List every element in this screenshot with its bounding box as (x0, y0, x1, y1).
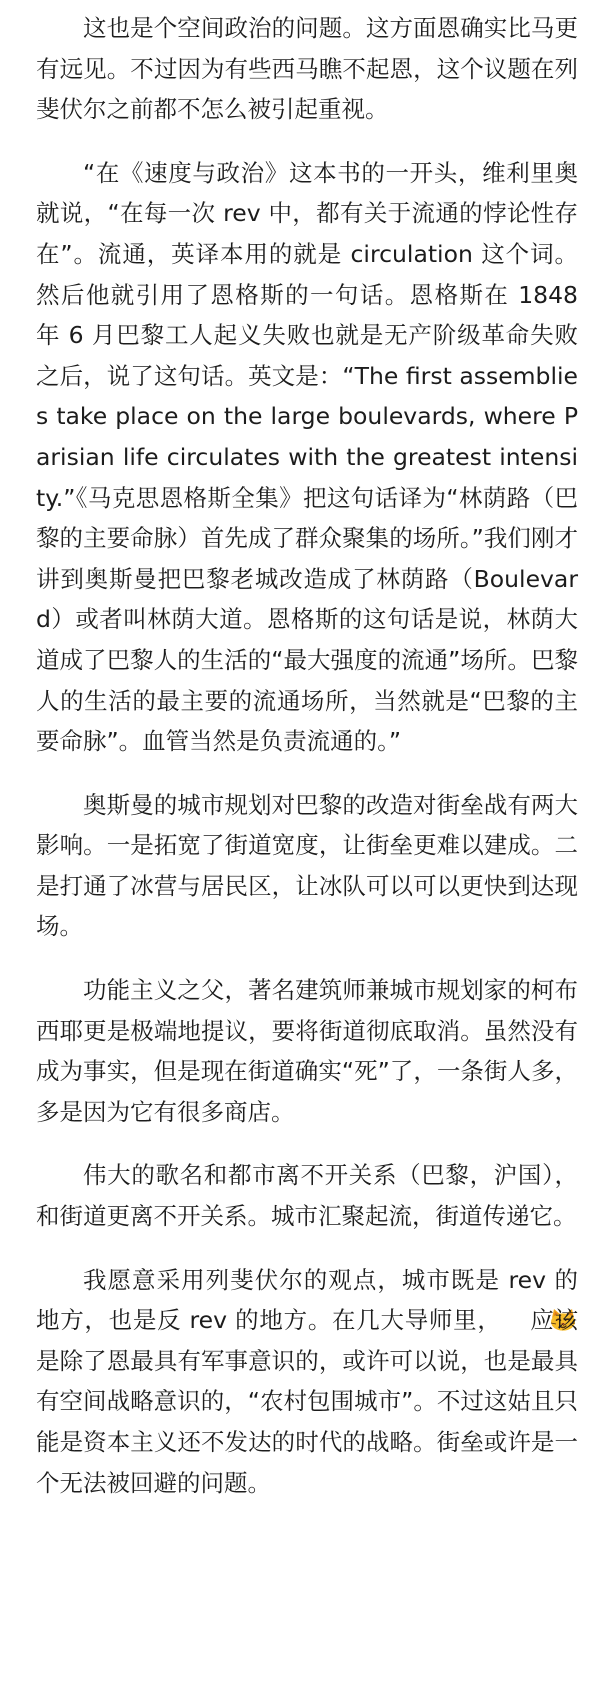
paragraph-4: 功能主义之父，著名建筑师兼城市规划家的柯布西耶更是极端地提议，要将街道彻底取消。虽然没有成为事实，但是现在街道确实“死”了，一条街人多，多是因为它有很多商店。 (36, 976, 578, 1126)
paragraph-6-text-before: 我愿意采用列斐伏尔的观点，城市既是 rev 的地方，也是反 rev 的地方。在几大导师里， (36, 1265, 578, 1335)
paragraph-2: “在《速度与政治》这本书的一开头，维利里奥就说，“在每一次 rev 中，都有关于流通的悖论性存在”。流通，英译本用的就是 circulation 这个词。然后他就引用了恩格斯的一句话。恩格斯在 1848 年 6 月巴黎工人起义失败也就是无产阶级革命失败之后，说了这句话。英文是：“The first assemblies take place on the large boulevards, where Parisian life circulates with the greatest intensity.”《马克思恩格斯全集》把这句话译为“林荫路（巴黎的主要命脉）首先成了群众聚集的场所。”我们刚才讲到奥斯曼把巴黎老城改造成了林荫路（Boulevard）或者叫林荫大道。恩格斯的这句话是说，林荫大道成了巴黎人的生活的“最大强度的流通”场所。巴黎人的生活的最主要的流通场所，当然就是“巴黎的主要命脉”。血管当然是负责流通的。” (36, 158, 578, 756)
paragraph-3: 奥斯曼的城市规划对巴黎的改造对街垒战有两大影响。一是拓宽了街道宽度，让街垒更难以建成。二是打通了冰营与居民区，让冰队可以可以更快到达现场。 (36, 790, 578, 941)
cat-face-emoji-icon (503, 1303, 529, 1325)
paragraph-1: 这也是个空间政治的问题。这方面恩确实比马更有远见。不过因为有些西马瞧不起恩，这个议题在列斐伏尔之前都不怎么被引起重视。 (36, 14, 578, 124)
paragraph-6 (36, 1260, 578, 1504)
paragraph-5: 伟大的歌名和都市离不开关系（巴黎，沪国），和街道更离不开关系。城市汇聚起流，街道传递它。 (36, 1161, 578, 1231)
paragraph-6-text-after: 应该是除了恩最具有军事意识的，或许可以说，也是最具有空间战略意识的，“农村包围城市”。不过这姑且只能是资本主义还不发达的时代的战略。街垒或许是一个无法被回避的问题。 (36, 1306, 579, 1497)
